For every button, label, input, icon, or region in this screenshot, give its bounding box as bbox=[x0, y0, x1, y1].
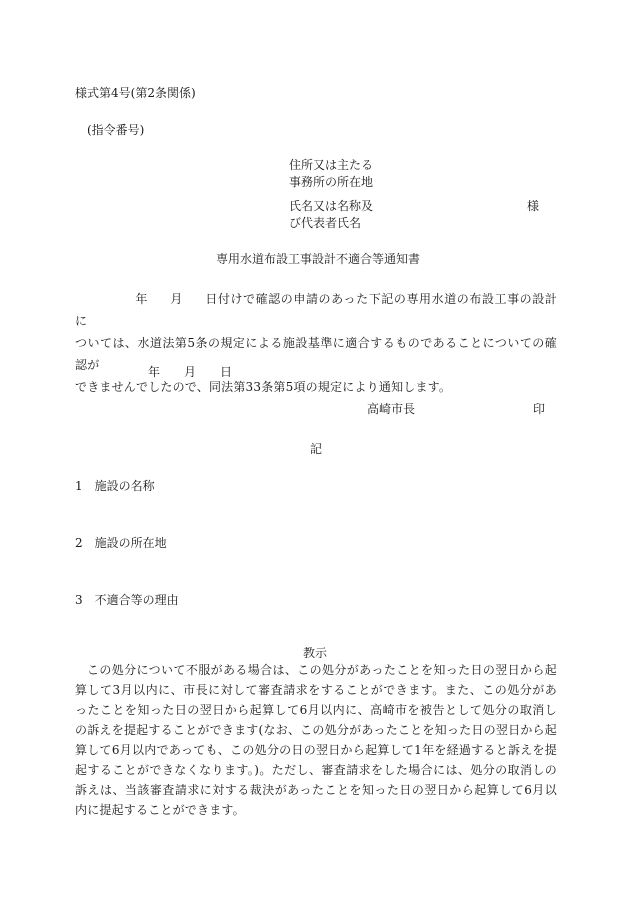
name-label-line2: び代表者氏名 bbox=[289, 216, 362, 230]
notice-title: 教示 bbox=[303, 646, 328, 660]
issuer-name: 高崎市長 bbox=[367, 402, 416, 416]
notice-text: この処分について不服がある場合は、この処分があったことを知った日の翌日から起算して3月以内に、市長に対して審査請求をすることができます。また、この処分があったことを知った日の翌日から起算して6月以内に、高崎市を被告として処分の取消しの訴えを提起することができます(なお、この処分があったことを知った日の翌日から起算して6月以内であっても、この処分の日の翌日から起算して1年を経過すると訴えを提起することができなくなります。)。ただし、審査請求をした場合には、処分の取消しの訴えは、当該審査請求に対する裁決があったことを知った日の翌日から起算して6月以内に提起することができます。 bbox=[75, 663, 557, 817]
ki-heading: 記 bbox=[310, 442, 323, 456]
body-intro-rest: 日付けで確認の申請のあった下記の専用水道の布設工事の設計に bbox=[75, 292, 558, 328]
item-facility-location: 2 施設の所在地 bbox=[75, 536, 167, 550]
item-nonconformity-reason: 3 不適合等の理由 bbox=[75, 593, 179, 607]
body-line2: ついては、水道法第5条の規定による施設基準に適合するものであることについての確認が bbox=[75, 336, 557, 372]
date-day: 日 bbox=[220, 365, 233, 379]
issuer-seal: 印 bbox=[533, 402, 546, 416]
body-month: 月 bbox=[169, 292, 183, 306]
form-number: 様式第4号(第2条関係) bbox=[75, 86, 196, 100]
body-line3: できませんでしたので、同法第33条第5項の規定により通知します。 bbox=[75, 380, 452, 394]
command-number: (指令番号) bbox=[87, 123, 145, 137]
document-title: 専用水道布設工事設計不適合等通知書 bbox=[216, 252, 421, 266]
honorific: 様 bbox=[527, 199, 540, 213]
date-year: 年 bbox=[148, 365, 161, 379]
body-year: 年 bbox=[135, 292, 148, 306]
name-label-line1: 氏名又は名称及 bbox=[289, 199, 374, 213]
date-month: 月 bbox=[184, 365, 197, 379]
address-label-line2: 事務所の所在地 bbox=[289, 175, 374, 189]
address-label-line1: 住所又は主たる bbox=[289, 158, 374, 172]
body-paragraph bbox=[75, 288, 557, 398]
item-facility-name: 1 施設の名称 bbox=[75, 479, 155, 493]
